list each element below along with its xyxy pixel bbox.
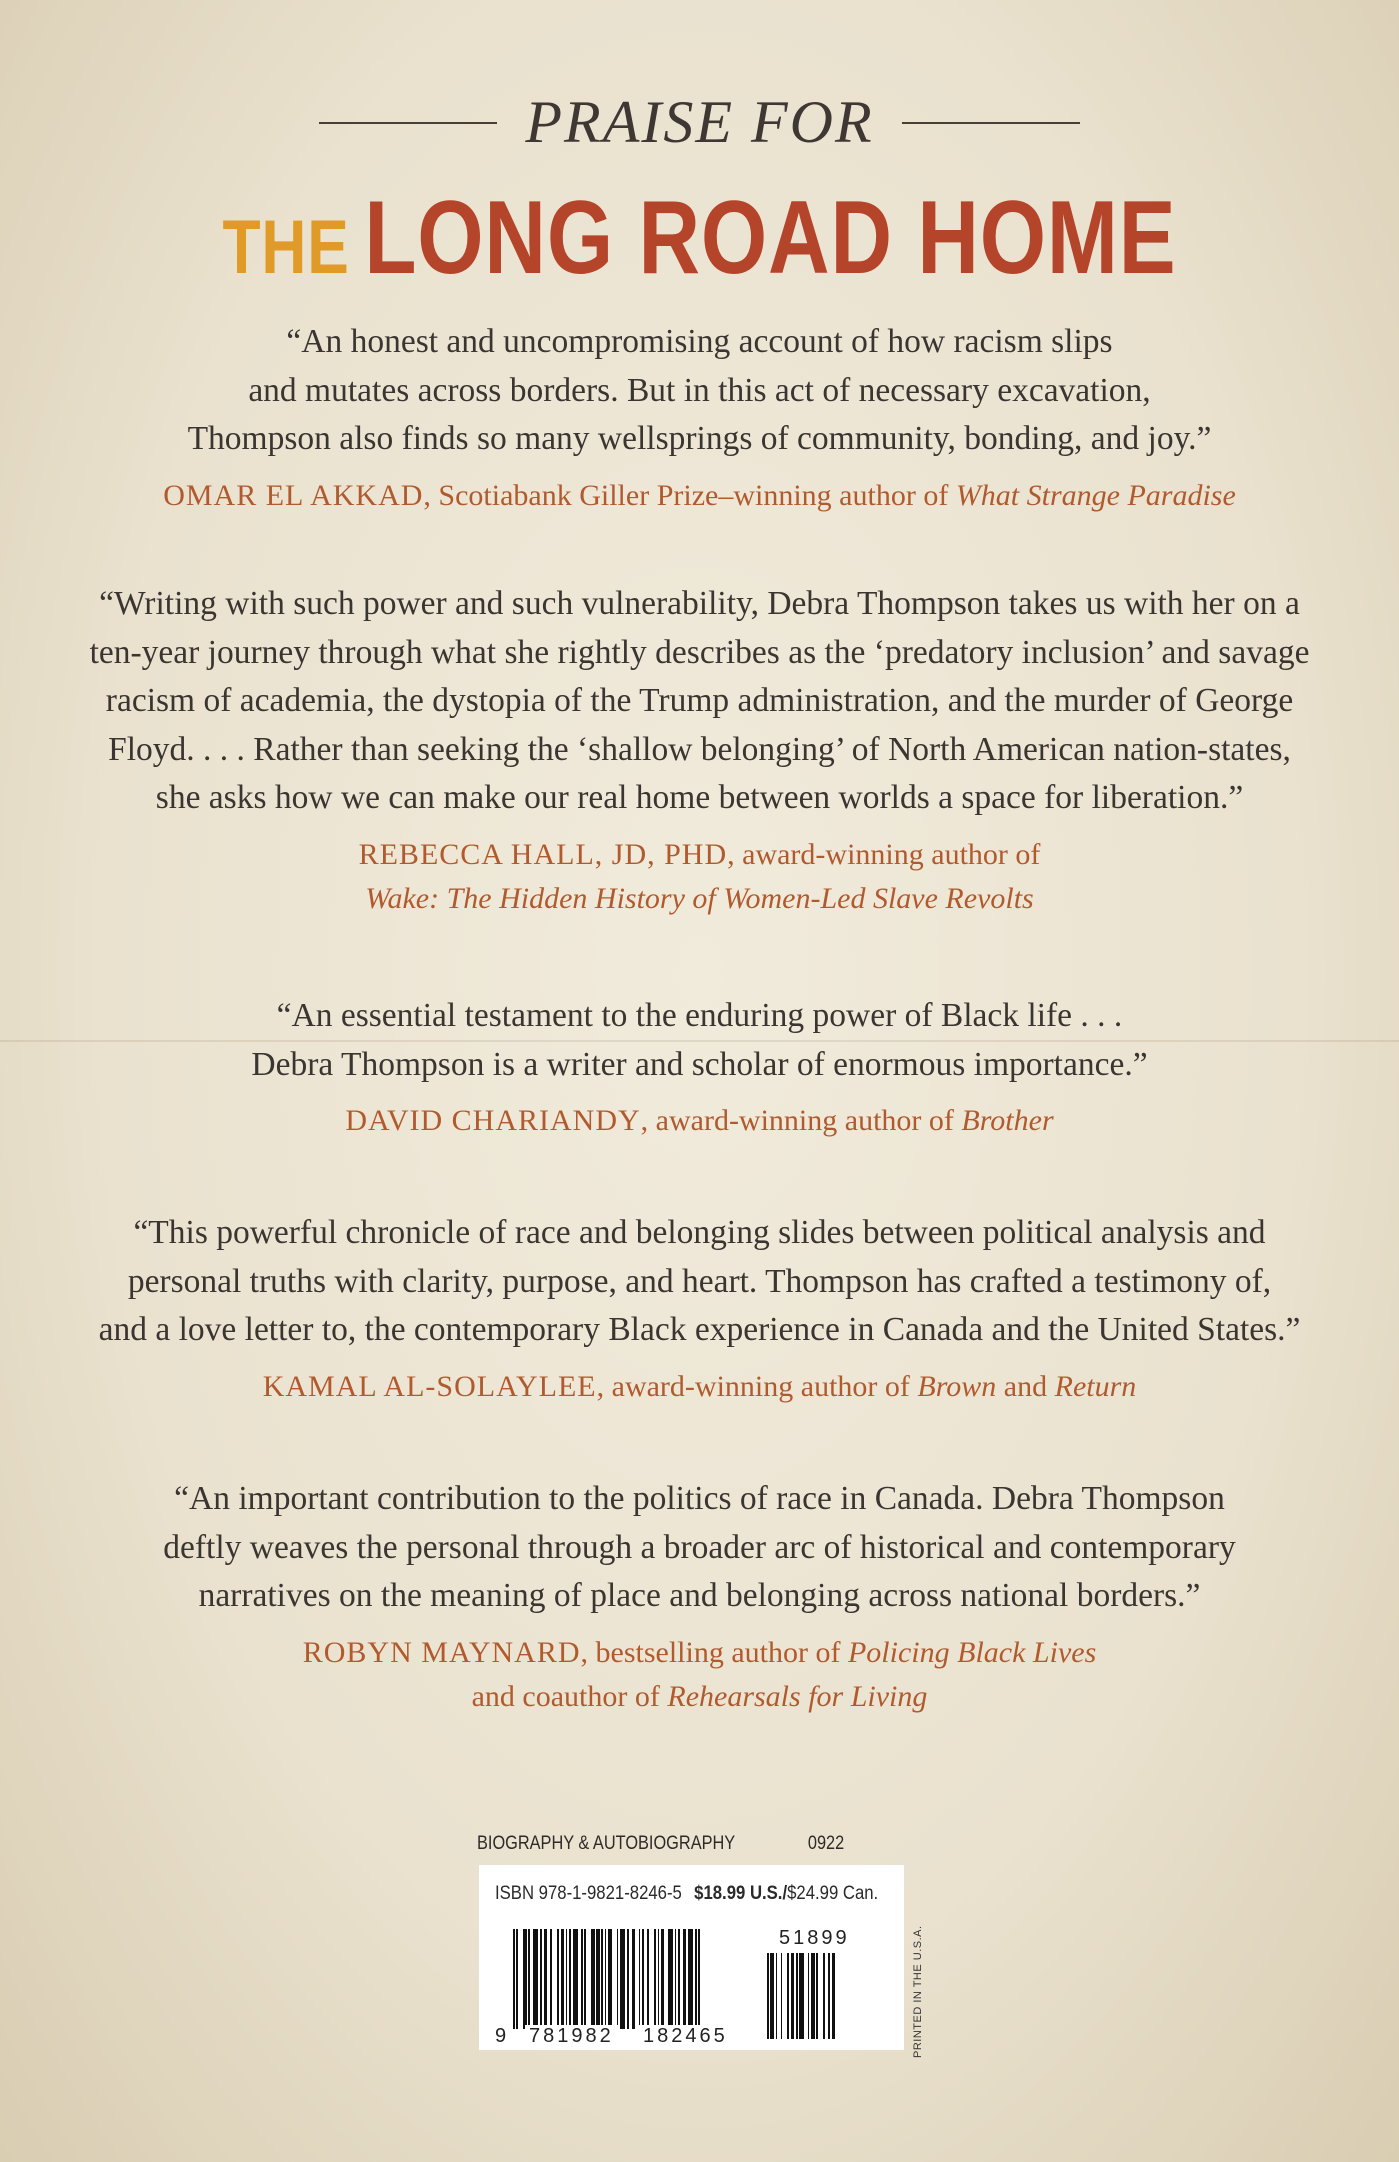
barcode-bar	[770, 1953, 773, 2039]
barcode-box	[479, 1865, 904, 2050]
barcode-bar	[832, 1953, 835, 2039]
cover-header	[0, 88, 1399, 298]
barcode-bar	[601, 1929, 603, 2029]
barcode-bar	[557, 1929, 559, 2029]
barcode-bar	[513, 1929, 515, 2029]
barcode-bar	[569, 1929, 571, 2029]
barcode-bar	[695, 1929, 697, 2029]
barcode-bar	[776, 1953, 778, 2039]
barcode-bar	[816, 1953, 818, 2039]
barcode-bar	[787, 1953, 789, 2039]
blurb-quote	[40, 992, 1359, 1089]
barcode-bar	[811, 1953, 814, 2039]
barcode-bar	[620, 1929, 625, 2029]
blurb-quote	[40, 1475, 1359, 1621]
price-addon-barcode	[767, 1953, 867, 2039]
barcode-bar	[544, 1929, 547, 2029]
book-title-main: LONG ROAD HOME	[364, 180, 1177, 296]
book-title-ref: Policing Black Lives	[847, 1635, 1097, 1669]
author-name: DAVID CHARIANDY	[345, 1104, 641, 1137]
book-title-ref: Return	[1054, 1369, 1137, 1403]
blurb-attribution	[40, 1631, 1359, 1719]
barcode-bar	[523, 1929, 526, 2029]
barcode-left-digits: 781982	[525, 2025, 618, 2048]
quote-line: deftly weaves the personal through a broader arc of historical and contemporary	[163, 1528, 1236, 1566]
author-name: OMAR EL AKKAD	[163, 478, 424, 512]
author-credit: , award-winning author of	[596, 1369, 918, 1403]
barcode-bar	[584, 1929, 586, 2029]
quote-line: ten-year journey through what she rightly describes as the ‘predatory inclusion’ and savage	[89, 633, 1310, 671]
barcode-bar	[668, 1929, 673, 2029]
barcode-bar	[683, 1929, 686, 2029]
printed-in-usa: PRINTED IN THE U.S.A.	[912, 1925, 924, 2058]
blurb-attribution	[40, 1099, 1359, 1143]
blurb-attribution	[40, 474, 1359, 518]
barcode-bar	[639, 1929, 641, 2029]
quote-line: racism of academia, the dystopia of the Trump administration, and the murder of George	[105, 682, 1294, 719]
praise-for-heading: PRAISE FOR	[525, 89, 874, 155]
barcode-bar	[533, 1929, 538, 2029]
barcode-bar	[605, 1929, 607, 2029]
quote-line: and mutates across borders. But in this act of necessary excavation,	[248, 371, 1151, 409]
barcode-bar	[828, 1953, 830, 2039]
blurb-maynard	[40, 1475, 1359, 1719]
blurb-attribution	[40, 1365, 1359, 1409]
book-title-ref: What Strange Paradise	[955, 478, 1236, 512]
quote-line: she asks how we can make our real home between worlds a space for liberation.”	[155, 779, 1244, 816]
author-credit: , Scotiabank Giller Prize–winning author of	[423, 478, 956, 512]
isbn-barcode	[513, 1929, 749, 2039]
price-us: $18.99 U.S./	[694, 1883, 788, 1904]
blurb-hall	[40, 580, 1359, 921]
barcode-bar	[608, 1929, 611, 2029]
barcode-bar	[698, 1929, 700, 2029]
barcode-bar	[799, 1953, 804, 2039]
left-rule	[319, 122, 497, 124]
author-name: ROBYN MAYNARD	[302, 1635, 581, 1669]
right-rule	[902, 122, 1080, 124]
book-title	[126, 179, 1273, 298]
barcode-bar	[566, 1929, 568, 2029]
barcode-bar	[516, 1929, 518, 2029]
blurb-al-solaylee	[40, 1209, 1359, 1409]
barcode-bar	[808, 1953, 810, 2039]
book-title-ref: Brother	[961, 1104, 1054, 1137]
author-credit: , award-winning author of	[727, 837, 1041, 871]
blurb-quote	[40, 318, 1359, 464]
blurb-attribution	[40, 833, 1359, 921]
barcode-bar	[654, 1929, 656, 2029]
barcode-bar	[767, 1953, 769, 2039]
quote-line: “Writing with such power and such vulnerability, Debra Thompson takes us with her on a	[99, 585, 1300, 622]
addon-digits: 51899	[779, 1927, 850, 1949]
barcode-bar	[688, 1929, 693, 2029]
category-label: BIOGRAPHY & AUTOBIOGRAPHY	[477, 1833, 736, 1854]
barcode-bar	[823, 1953, 825, 2039]
barcode-bar	[596, 1929, 599, 2029]
barcode-bar	[658, 1929, 660, 2029]
quote-line: “This powerful chronicle of race and belonging slides between political analysis and	[133, 1214, 1266, 1251]
author-credit: , bestselling author of	[580, 1635, 848, 1669]
barcode-bar	[647, 1929, 649, 2029]
barcode-bar	[591, 1929, 594, 2029]
barcode-bar	[781, 1953, 783, 2039]
blurb-quote	[40, 1209, 1359, 1355]
book-title-ref: Brown	[917, 1369, 997, 1403]
quote-line: “An essential testament to the enduring power of Black life . . .	[276, 997, 1123, 1034]
quote-line: and a love letter to, the contemporary Black experience in Canada and the United States.”	[98, 1311, 1301, 1348]
barcode-bar	[627, 1929, 629, 2029]
barcode-bar	[581, 1929, 583, 2029]
quote-line: Floyd. . . . Rather than seeking the ‘shallow belonging’ of North American nation-states,	[108, 730, 1291, 768]
barcode-bar	[550, 1929, 552, 2029]
author-name: KAMAL AL-SOLAYLEE	[262, 1369, 597, 1403]
author-credit-and: and	[996, 1369, 1055, 1403]
barcode-bar	[540, 1929, 542, 2029]
praise-heading-row	[0, 88, 1399, 157]
barcode-bar	[642, 1929, 644, 2029]
barcode-bar	[661, 1929, 664, 2029]
author-credit: , award-winning author of	[640, 1104, 962, 1137]
barcode-bar	[791, 1953, 794, 2039]
barcode-bar	[678, 1929, 680, 2029]
quote-line: Debra Thompson is a writer and scholar of enormous importance.”	[251, 1045, 1148, 1083]
category-code: 0922	[807, 1833, 845, 1854]
category-line	[477, 1833, 844, 1855]
barcode-bar	[617, 1929, 619, 2029]
quote-line: “An important contribution to the politics of race in Canada. Debra Thompson	[174, 1480, 1225, 1517]
quote-line: narratives on the meaning of place and belonging across national borders.”	[198, 1577, 1201, 1614]
barcode-bar	[528, 1929, 530, 2029]
isbn-text: ISBN 978-1-9821-8246-5	[495, 1883, 682, 1904]
barcode-bar	[796, 1953, 798, 2039]
barcode-bar	[675, 1929, 677, 2029]
author-credit: and coauthor of	[471, 1679, 668, 1713]
barcode-bar	[632, 1929, 635, 2029]
blurb-el-akkad	[40, 318, 1359, 518]
price-can: $24.99 Can.	[787, 1883, 879, 1904]
barcode-bar	[561, 1929, 564, 2029]
barcode-bar	[573, 1929, 578, 2029]
blurb-quote	[40, 580, 1359, 823]
quote-line: personal truths with clarity, purpose, and heart. Thompson has crafted a testimony of,	[127, 1262, 1272, 1300]
barcode-lead-digit: 9	[495, 2025, 510, 2047]
author-name: REBECCA HALL, JD, PHD	[358, 837, 728, 871]
blurb-chariandy	[40, 992, 1359, 1143]
book-title-ref: Wake: The Hidden History of Women-Led Slave Revolts	[365, 881, 1034, 915]
isbn-price-line	[495, 1883, 879, 1905]
quote-line: Thompson also finds so many wellsprings of community, bonding, and joy.”	[187, 420, 1212, 457]
barcode-right-digits: 182465	[639, 2025, 732, 2048]
book-title-ref: Rehearsals for Living	[667, 1679, 928, 1713]
book-title-the: THE	[222, 205, 350, 290]
quote-line: “An honest and uncompromising account of how racism slips	[286, 323, 1113, 360]
